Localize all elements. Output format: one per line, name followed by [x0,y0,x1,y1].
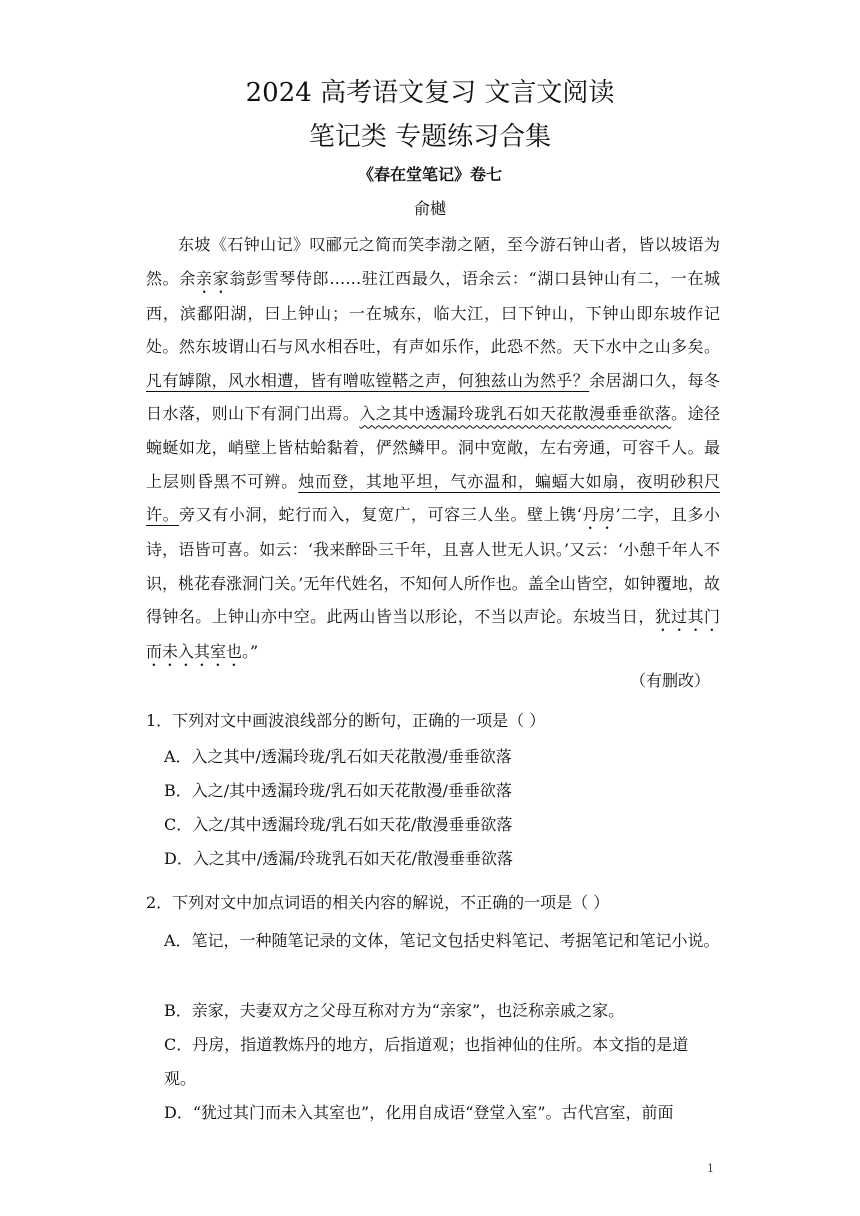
source-note: （有删改） [629,671,710,690]
question-option: D．“犹过其门而未入其室也”，化用自成语“登堂入室”。古代宫室，前面 [164,1103,674,1122]
underlined-sentence: 凡有罅隙，风水相遭，皆有噌吰镗鞳之声，何独兹山为然乎？ [146,370,590,390]
wavy-underlined-sentence: 入之其中透漏玲珑乳石如天花散漫垂垂欲落 [359,404,672,424]
page-number: 1 [707,1162,714,1175]
passage-text: 余居湖口久，每冬日水落，则山下有洞门出焉。 [146,370,720,424]
passage-text: 。” [242,642,259,662]
passage-text: 东坡《石钟山记》叹郦元之简而笑李渤之陋，至今游石钟山者，皆以坡语为然。余 [146,235,720,288]
question-option: C．丹房，指道教炼丹的地方，后指道观；也指神仙的住所。本文指的是道观。 [164,1035,689,1088]
dotted-term: 亲家 [195,268,230,288]
page-subtitle: 笔记类 专题练习合集 [308,122,552,152]
passage-text: 。途径蜿蜒如龙，峭壁上皆枯蛤黏着，俨然鳞甲。洞中宽敞，左右旁通，可容千人。最上层则昏黑不可辨。 [146,404,720,491]
underlined-sentence: 烛而登，其地平坦，气亦温和，蝙蝠大如扇，夜明砂积尺许。 [146,471,720,525]
page-title: 2024 高考语文复习 文言文阅读 [245,78,615,108]
dotted-term: 犹过其门而未入其室也 [146,607,720,662]
author: 俞樾 [413,199,446,218]
question-option: D．入之其中/透漏/玲珑乳石如天花/散漫垂垂欲落 [164,849,514,868]
question-option: A．笔记，一种随笔记录的文体，笔记文包括史料笔记、考据笔记和笔记小说。 [164,931,720,950]
question-stem: 2．下列对文中加点词语的相关内容的解说，不正确的一项是（ ） [146,893,610,912]
question-option: C．入之/其中透漏玲珑/乳石如天花/散漫垂垂欲落 [164,815,513,834]
question-option: B．亲家，夫妻双方之父母互称对方为“亲家”，也泛称亲戚之家。 [164,1001,625,1020]
dotted-term: 丹房 [581,505,616,525]
passage-text: 翁彭雪琴侍郎……驻江西最久，语余云：“湖口县钟山有二，一在城西，滨鄱阳湖，曰上钟山；一在城东，临大江，曰下钟山，下钟山即东坡作记处。然东坡谓山石与风水相吞吐，有声如乐作，此恐不然。天下水中之山多矣。 [146,268,720,357]
passage [146,228,720,670]
passage-text: ’二字，且多小诗，语皆可喜。如云：‘我来醉卧三千年，且喜人世无人识。’又云：‘小憩千年人不识，桃花春涨洞门关。’无年代姓名，不知何人所作也。盖全山皆空，如钟覆地，故得钟名。上钟山亦中空。此两山皆当以形论，不当以声论。东坡当日， [146,505,720,627]
text-title: 《春在堂笔记》卷七 [357,165,502,184]
question-option: B．入之/其中透漏玲珑/乳石如天花散漫/垂垂欲落 [164,781,512,800]
question-stem: 1．下列对文中画波浪线部分的断句，正确的一项是（ ） [146,711,546,730]
question-option: A．入之其中/透漏玲珑/乳石如天花散漫/垂垂欲落 [164,747,512,766]
passage-text: 旁又有小洞，蛇行而入，复宽广，可容三人坐。壁上镌‘ [179,505,582,525]
